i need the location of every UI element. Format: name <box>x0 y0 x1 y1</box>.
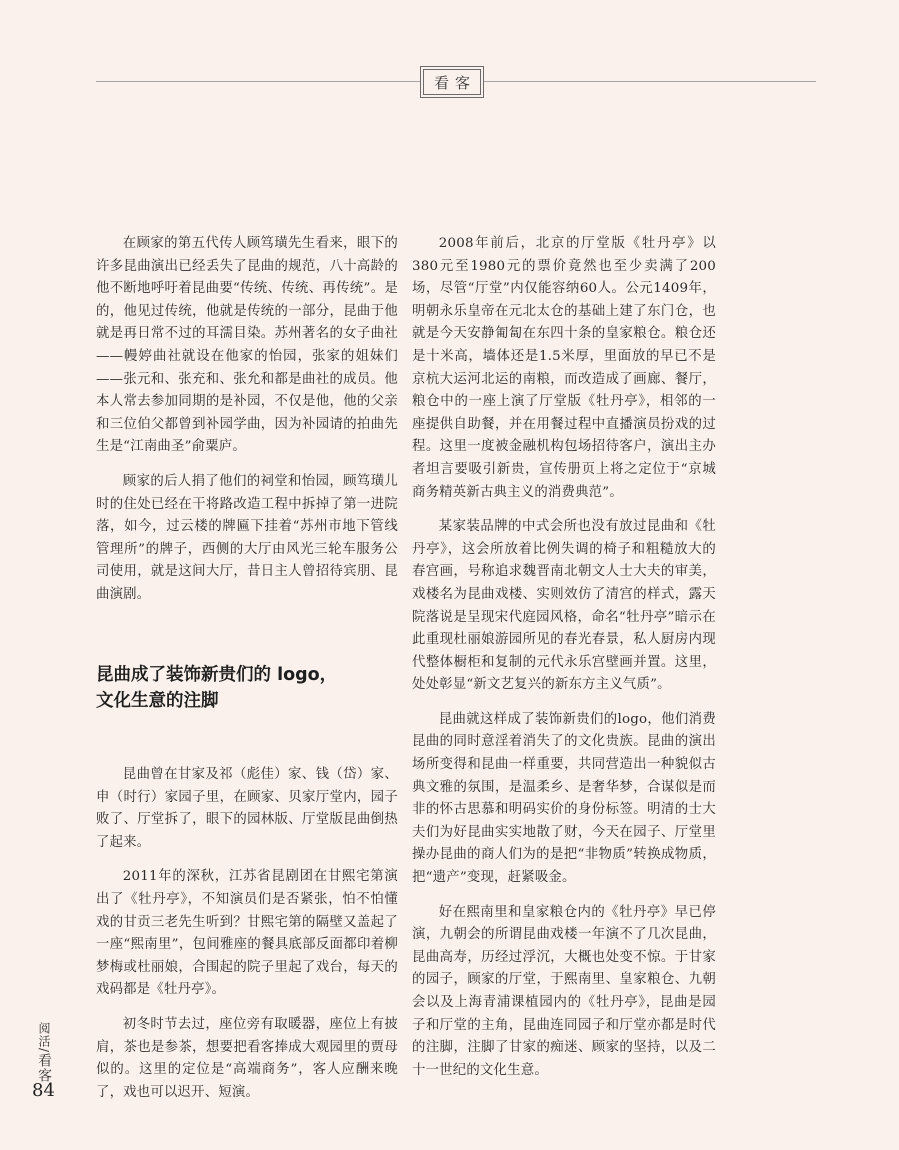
left-column-lower <box>96 764 398 1116</box>
section-heading-line: 昆曲成了装饰新贵们的 logo， <box>96 665 338 685</box>
paragraph: 顾家的后人捐了他们的祠堂和怡园，顾笃璜儿时的住处已经在干将路改造工程中拆掉了第一进院落，如今，过云楼的牌匾下挂着“苏州市地下管线管理所”的牌子，西侧的大厅由风光三轮车服务公司使用，就是这间大厅，昔日主人曾招待宾朋、昆曲演剧。 <box>96 473 398 602</box>
section-title: 看客 <box>433 73 476 92</box>
paragraph: 初冬时节去过，座位旁有取暖器，座位上有披肩，茶也是参茶，想要把看客捧成大观园里的贾母似的。这里的定位是“高端商务”，客人应酬来晚了，戏也可以迟开、短演。 <box>96 1016 398 1100</box>
paragraph: 2008年前后，北京的厅堂版《牡丹亭》以380元至1980元的票价竟然也至少卖满了200场，尽管“厅堂”内仅能容纳60人。公元1409年，明朝永乐皇帝在元北太仓的基础上建了东门仓，也就是今天安静匍匐在东四十条的皇家粮仓。粮仓还是十米高，墙体还是1.5米厚，里面放的早已不是京杭大运河北运的南粮，而改造成了画廊、餐厅，粮仓中的一座上演了厅堂版《牡丹亭》，相邻的一座提供自助餐，并在用餐过程中直播演员扮戏的过程。这里一度被金融机构包场招待客户，演出主办者坦言要吸引新贵，宣传册页上将之定位于“京城商务精英新古典主义的消费典范”。 <box>412 236 716 500</box>
page-number: 84 <box>32 1080 55 1101</box>
magazine-label-large: 看客 <box>36 1053 52 1084</box>
section-heading-line: 文化生意的注脚 <box>96 691 219 711</box>
section-header-badge <box>420 66 484 98</box>
left-column <box>96 233 398 619</box>
paragraph: 好在熙南里和皇家粮仓内的《牡丹亭》早已停演，九朝会的所谓昆曲戏楼一年演不了几次昆曲，昆曲高寿，历经过浮沉，大概也处变不惊。于甘家的园子，顾家的厅堂，于熙南里、皇家粮仓、九朝会以及上海青浦课植园内的《牡丹亭》，昆曲是园子和厅堂的主角，昆曲连同园子和厅堂亦都是时代的注脚，注脚了甘家的痴迷、顾家的坚持，以及二十一世纪的文化生意。 <box>412 904 716 1078</box>
right-column <box>412 233 716 1094</box>
section-heading <box>96 662 398 714</box>
paragraph: 在顾家的第五代传人顾笃璜先生看来，眼下的许多昆曲演出已经丢失了昆曲的规范，八十高龄的他不断地呼吁着昆曲要“传统、传统、再传统”。是的，他见过传统，他就是传统的一部分，昆曲于他就是再日常不过的耳濡目染。苏州著名的女子曲社——幔婷曲社就设在他家的怡园，张家的姐妹们——张元和、张充和、张允和都是曲社的成员。他本人常去参加同期的是补园，不仅是他，他的父亲和三位伯父都曾到补园学曲，因为补园请的拍曲先生是“江南曲圣”俞粟庐。 <box>96 236 398 455</box>
paragraph: 昆曲曾在甘家及祁（彪佳）家、钱（岱）家、申（时行）家园子里，在顾家、贝家厅堂内，园子败了、厅堂拆了，眼下的园林版、厅堂版昆曲倒热了起来。 <box>96 767 398 850</box>
paragraph: 某家装品牌的中式会所也没有放过昆曲和《牡丹亭》，这会所放着比例失调的椅子和粗糙放大的春宫画，号称追求魏晋南北朝文人士大夫的审美，戏楼名为昆曲戏楼、实则效仿了清宫的样式，露天院落说是呈现宋代庭园风格，命名“牡丹亭”暗示在此重现杜丽娘游园所见的春光春景，私人厨房内现代整体橱柜和复制的元代永乐宫壁画并置。这里，处处彰显“新文艺复兴的新东方主义气质”。 <box>412 519 716 693</box>
magazine-label-small: 阅活 <box>37 1022 51 1048</box>
paragraph: 2011年的深秋，江苏省昆剧团在甘熙宅第演出了《牡丹亭》，不知演员们是否紧张，怕不怕懂戏的甘贡三老先生听到？甘熙宅第的隔壁又盖起了一座“熙南里”，包间雅座的餐具底部反面都印着柳梦梅或杜丽娘，合围起的院子里起了戏台，每天的戏码都是《牡丹亭》。 <box>96 869 398 998</box>
paragraph: 昆曲就这样成了装饰新贵们的logo，他们消费昆曲的同时意淫着消失了的文化贵族。昆曲的演出场所变得和昆曲一样重要，共同营造出一种貌似古典文雅的氛围，是温柔乡、是奢华梦，合谋似是而非的怀古思慕和明码实价的身份标签。明清的士大夫们为好昆曲实实地散了财，今天在园子、厅堂里操办昆曲的商人们为的是把“非物质”转换成物质，把“遗产”变现，赶紧吸金。 <box>412 711 716 886</box>
magazine-side-label: 阅活/看客 <box>36 1022 52 1084</box>
